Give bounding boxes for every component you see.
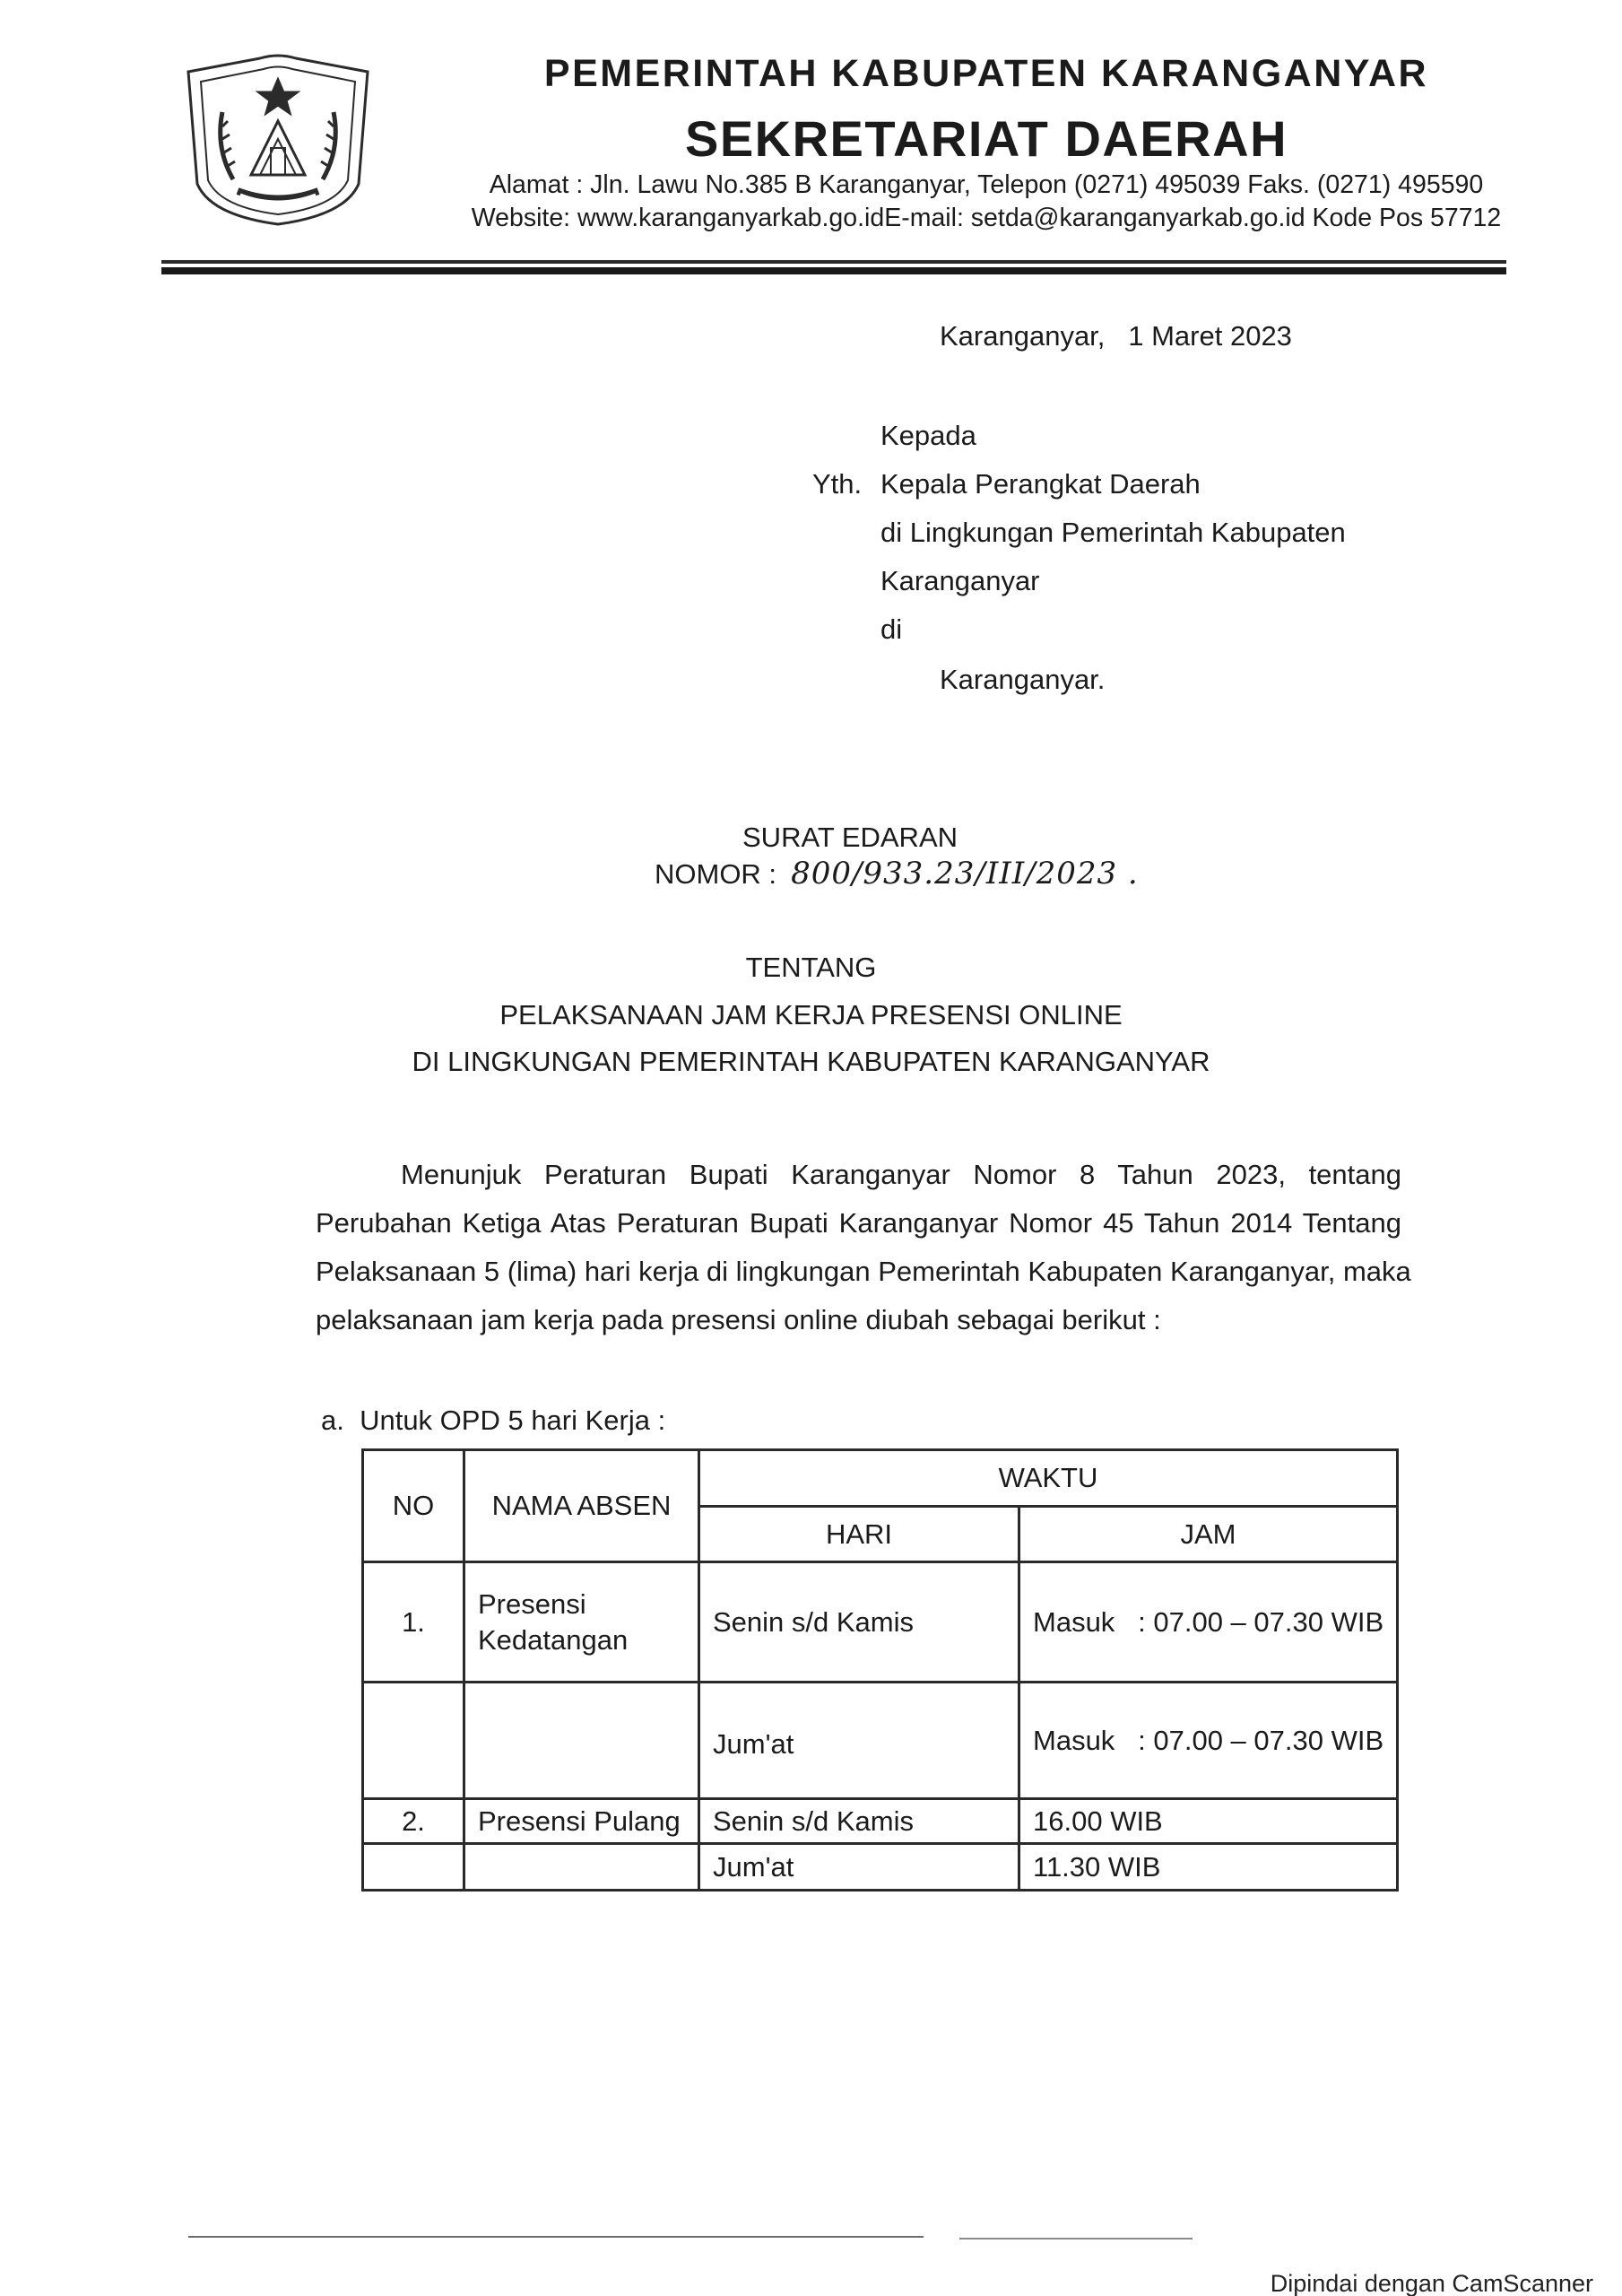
addressee-line-2: di Lingkungan Pemerintah Kabupaten: [880, 517, 1346, 548]
addressee-line-5: Karanganyar.: [940, 664, 1106, 695]
document-number-value: 800/933.23/III/2023 .: [791, 856, 1139, 891]
header-waktu: WAKTU: [699, 1450, 1398, 1507]
paragraph-line: Pelaksanaan 5 (lima) hari kerja di lingkungan Pemerintah Kabupaten Karanganyar, maka: [316, 1256, 1411, 1287]
addressee-line-3: Karanganyar: [880, 565, 1040, 596]
body-paragraph: [316, 1151, 1411, 1344]
cell-no: 1.: [363, 1562, 464, 1683]
table-row: [363, 1844, 1398, 1891]
paragraph-line: Perubahan Ketiga Atas Peraturan Bupati Karanganyar Nomor 45 Tahun 2014 Tentang: [316, 1207, 1401, 1239]
cell-nama: [464, 1683, 699, 1799]
cell-no: [363, 1844, 464, 1891]
paragraph-line: pelaksanaan jam kerja pada presensi online diubah sebagai berikut :: [316, 1304, 1161, 1335]
cell-nama: Presensi Kedatangan: [464, 1562, 699, 1683]
letterhead-address: Alamat : Jln. Lawu No.385 B Karanganyar, Telepon (0271) 495039 Faks. (0271) 495590: [489, 170, 1484, 199]
cell-jam: Masuk : 07.00 – 07.30 WIB: [1019, 1683, 1398, 1799]
attendance-schedule-table: [361, 1448, 1399, 1892]
table-header-row: [363, 1450, 1398, 1507]
addressee-line-4: di: [880, 613, 903, 645]
cell-hari: Senin s/d Kamis: [699, 1562, 1019, 1683]
subject-tentang: TENTANG: [745, 952, 877, 983]
subject-title-line-1: PELAKSANAAN JAM KERJA PRESENSI ONLINE: [499, 999, 1123, 1031]
letter-date: Karanganyar, 1 Maret 2023: [940, 320, 1292, 352]
table-row: [363, 1799, 1398, 1844]
camscanner-watermark: Dipindai dengan CamScanner: [1270, 2270, 1593, 2296]
cell-hari: Jum'at: [699, 1844, 1019, 1891]
header-hari: HARI: [699, 1507, 1019, 1562]
coat-of-arms-icon: [170, 49, 386, 229]
addressee-line-1: Kepala Perangkat Daerah: [880, 468, 1201, 500]
cell-jam: 11.30 WIB: [1019, 1844, 1398, 1891]
cell-hari: Senin s/d Kamis: [699, 1799, 1019, 1844]
cell-nama: Presensi Pulang: [464, 1799, 699, 1844]
scan-edge-line: [959, 2238, 1193, 2239]
document-number: [655, 856, 1139, 891]
addressee-yth: Yth.: [812, 468, 863, 500]
addressee-kepada: Kepada: [880, 420, 976, 451]
section-a-heading: a. Untuk OPD 5 hari Kerja :: [321, 1405, 666, 1436]
cell-no: [363, 1683, 464, 1799]
cell-jam: 16.00 WIB: [1019, 1799, 1398, 1844]
document-type: SURAT EDARAN: [742, 822, 958, 853]
table-row: [363, 1562, 1398, 1683]
letterhead-secretariat: SEKRETARIAT DAERAH: [684, 110, 1288, 167]
scan-edge-line: [188, 2236, 924, 2238]
header-nama-absen: NAMA ABSEN: [464, 1450, 699, 1562]
cell-hari: Jum'at: [699, 1683, 1019, 1799]
letterhead-divider-thin: [161, 260, 1506, 264]
letterhead-contact: Website: www.karanganyarkab.go.idE-mail: setda@karanganyarkab.go.id Kode Pos 57712: [471, 204, 1502, 232]
document-number-label: NOMOR :: [655, 858, 777, 890]
cell-jam: Masuk : 07.00 – 07.30 WIB: [1019, 1562, 1398, 1683]
header-jam: JAM: [1019, 1507, 1398, 1562]
paragraph-line: Menunjuk Peraturan Bupati Karanganyar Nomor 8 Tahun 2023, tentang: [401, 1159, 1401, 1190]
cell-nama: [464, 1844, 699, 1891]
subject-title-line-2: DI LINGKUNGAN PEMERINTAH KABUPATEN KARANGANYAR: [412, 1046, 1210, 1077]
letterhead-government: PEMERINTAH KABUPATEN KARANGANYAR: [543, 52, 1429, 95]
table-row: [363, 1683, 1398, 1799]
letterhead-divider-thick: [161, 267, 1506, 274]
cell-no: 2.: [363, 1799, 464, 1844]
header-no: NO: [363, 1450, 464, 1562]
